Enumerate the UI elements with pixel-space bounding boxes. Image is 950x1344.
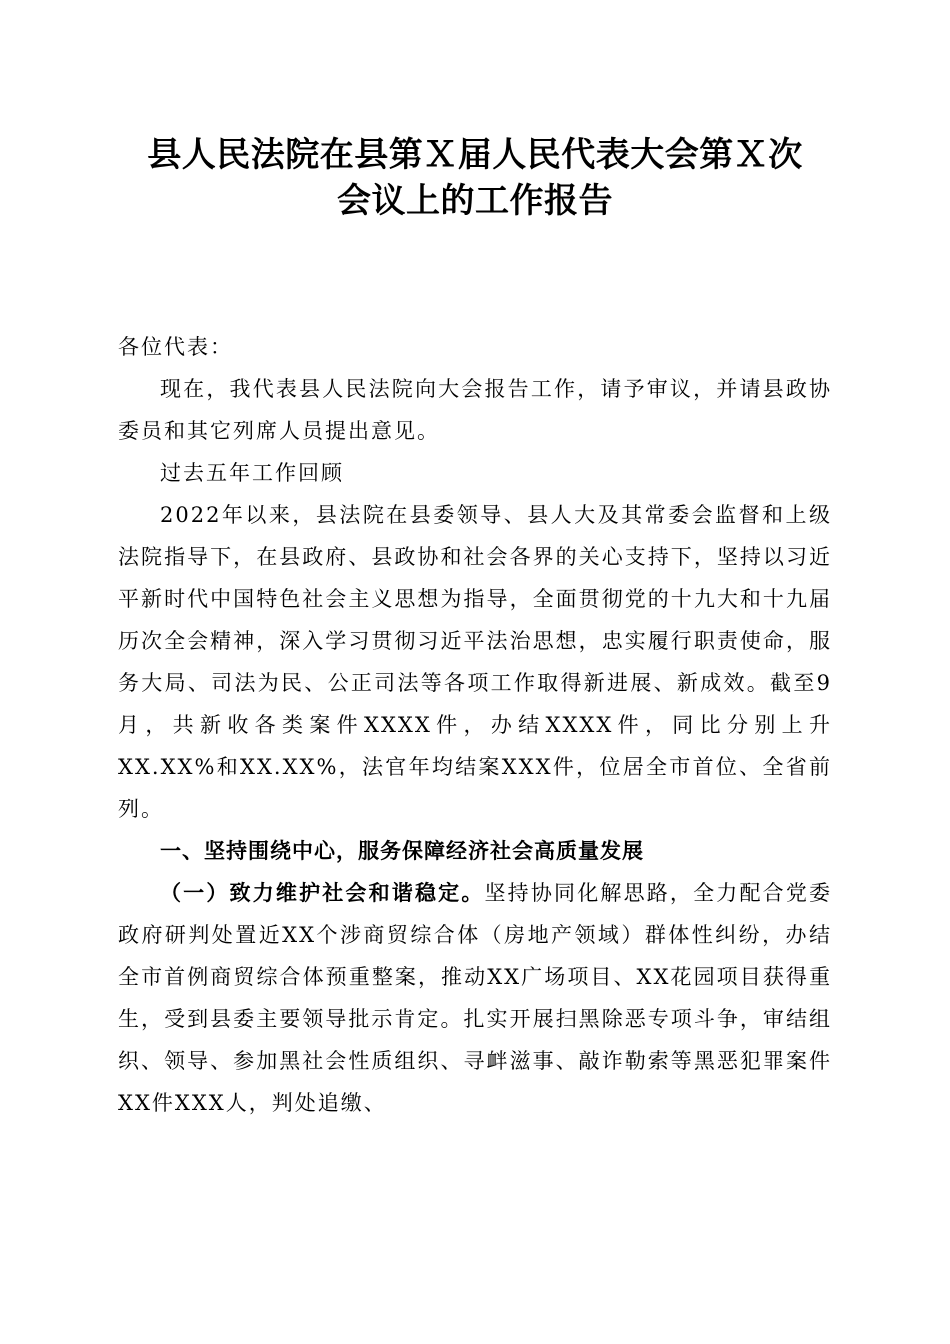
title-line-1: 县人民法院在县第Ｘ届人民代表大会第Ｘ次 [147,135,803,175]
subsection-lead-1: （一）致力维护社会和谐稳定。 [160,881,485,905]
section-review-heading: 过去五年工作回顾 [160,461,344,485]
subsection-body-1: 坚持协同化解思路，全力配合党委政府研判处置近XX个涉商贸综合体（房地产领域）群体性纠纷，办结全市首例商贸综合体预重整案，推动XX广场项目、XX花园项目获得重生，受到县委主要领导批示肯定。扎实开展扫黑除恶专项斗争，审结组织、领导、参加黑社会性质组织、寻衅滋事、敲诈勒索等黑恶犯罪案件XX件XXX人，判处追缴、 [118,881,832,1115]
title-line-2: 会议上的工作报告 [337,181,613,221]
intro-paragraph: 现在，我代表县人民法院向大会报告工作，请予审议，并请县政协委员和其它列席人员提出意见。 [118,377,832,443]
document-title [118,132,832,224]
section-heading-1: 一、坚持围绕中心，服务保障经济社会高质量发展 [160,839,644,863]
subsection-paragraph-1 [118,872,832,1124]
review-paragraph: 2022年以来，县法院在县委领导、县人大及其常委会监督和上级法院指导下，在县政府、县政协和社会各界的关心支持下，坚持以习近平新时代中国特色社会主义思想为指导，全面贯彻党的十九大和十九届历次全会精神，深入学习贯彻习近平法治思想，忠实履行职责使命，服务大局、司法为民、公正司法等各项工作取得新进展、新成效。截至9月，共新收各类案件XXXX件，办结XXXX件，同比分别上升XX.XX%和XX.XX%，法官年均结案XXX件，位居全市首位、全省前列。 [118,503,832,821]
document-page [118,132,832,1124]
salutation: 各位代表： [118,335,233,359]
